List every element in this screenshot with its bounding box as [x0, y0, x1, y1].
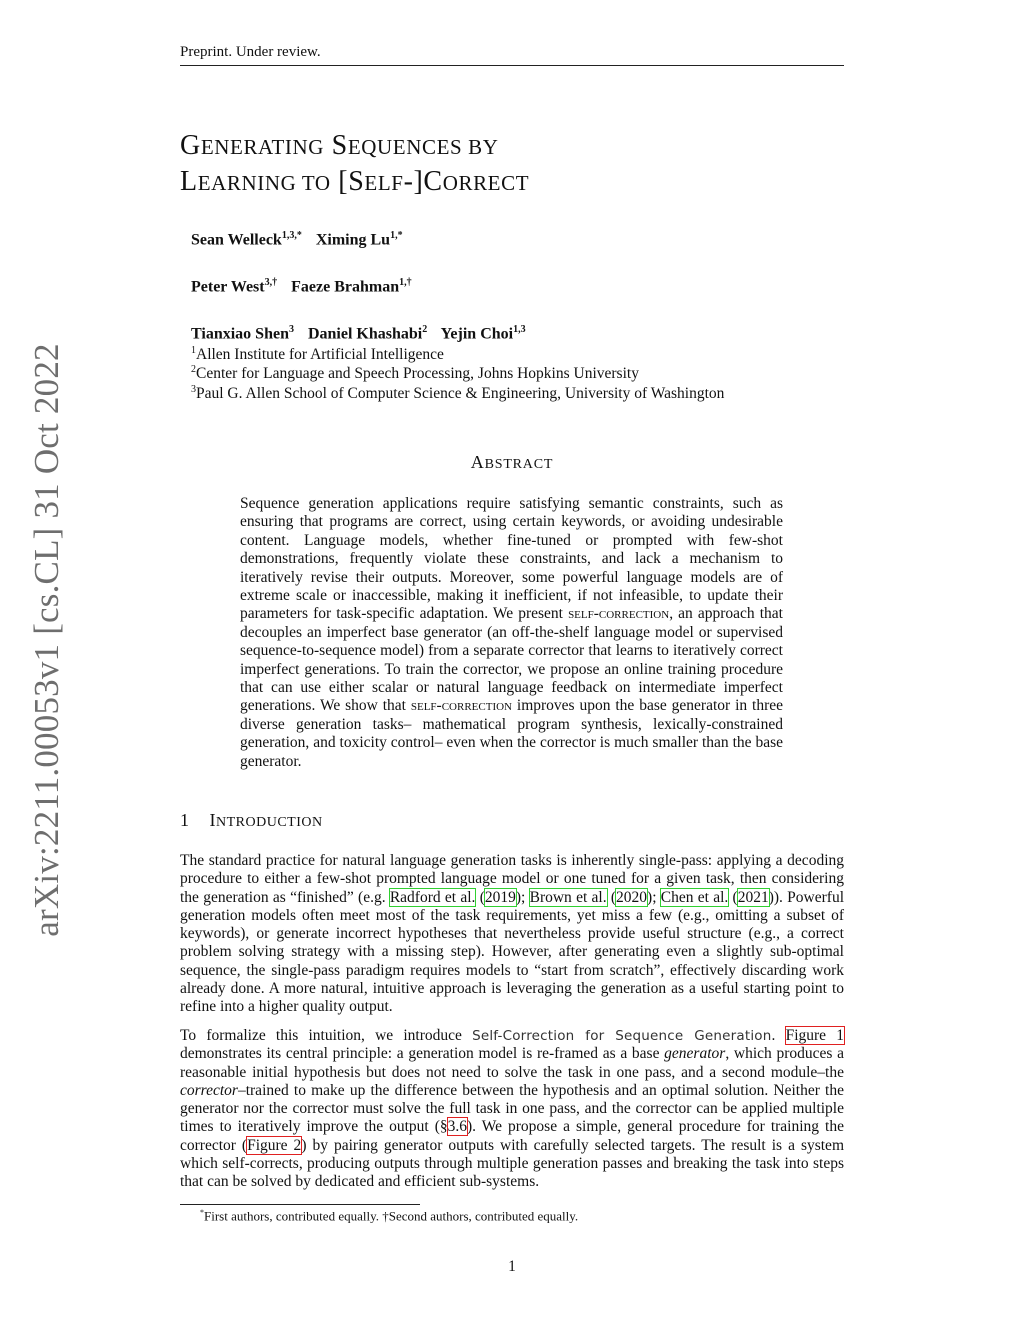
citation-link[interactable]: Radford et al. [389, 888, 476, 906]
figure-1-link[interactable]: Figure 1 [785, 1027, 845, 1044]
author-row-1 [191, 230, 403, 249]
abstract-text: Sequence generation applications require satisfying semantic constraints, such as ensuring that programs are correct, using certain keywords, or avoiding undesirable content. Language models, whether fine-tuned or prompted with few-shot demonstrations, frequently violate these constraints, and lack a mechanism to iteratively revise their outputs. Moreover, some powerful language models are of extreme scale or inaccessible, making it inefficient, if not infeasible, to update their parameters for task-specific adaptation. We present self-correction, an approach that decouples an imperfect base generator (an off-the-shelf language model or supervised sequence-to-sequence model) from a separate corrector that learns to iteratively correct imperfect generations. To train the corrector, we propose an online training procedure that can use either scalar or natural language feedback on intermediate imperfect generations. We show that self-correction improves upon the base generator in three diverse generation tasks– mathematical program synthesis, lexically-constrained generation, and toxicity control– even when the corrector is much smaller than the base generator. [240, 495, 783, 770]
author-affil-mark: 1,† [399, 277, 412, 288]
footnote-rule [180, 1204, 420, 1205]
affiliation-3: $^3$Paul G. Allen School of Computer Science & Engineering, University of Washington [191, 384, 725, 403]
author-name: Peter West [191, 278, 265, 296]
citation-year-link[interactable]: 2020 [616, 888, 648, 906]
intro-paragraph-1: The standard practice for natural language generation tasks is inherently single-pass: applying a decoding procedure to either a few-shot prompted language model or one tuned for a given task, then considering the generation as “finished” (e.g. Radford et al. (2019); Brown et al. (2020); Chen et al. (2021)). Powerful generation models often meet most of the task requirements, yet miss a few (e.g., omitting a subset of keywords), or generate incorrect hypotheses that nevertheless provide useful structure (e.g., a correct problem solving strategy with a missing step). However, after generating even a slightly sub-optimal sequence, the single-pass paradigm requires models to “start from scratch”, effectively discarding work already done. A more natural, intuitive approach is leveraging the generation as a useful starting point to refine into a higher quality output. [180, 852, 845, 1016]
intro-paragraph-2: To formalize this intuition, we introduce Self-Correction for Sequence Generation. Figure 1 demonstrates its central principle: a generation model is re-framed as a base generator, which produces a reasonable initial hypothesis but does not need to solve the task in one pass, and a second module–the corrector–trained to make up the difference between the hypothesis and an optimal solution. Neither the generator nor the corrector must solve the full task in one pass, and the corrector can be applied multiple times to iteratively improve the output (§3.6). We propose a simple, general procedure for training the corrector (Figure 2) by pairing generator outputs with carefully selected targets. The result is a system which self-corrects, producing outputs through multiple generation passes and breaking the task into steps that can be solved by dedicated and efficient sub-systems. [180, 1027, 845, 1191]
author-name: Yejin Choi [440, 325, 514, 343]
author-name: Daniel Khashabi [307, 325, 423, 343]
running-header: Preprint. Under review. [180, 44, 321, 60]
author-affil-mark: 1,3 [513, 324, 526, 335]
author-affil-mark: 3 [288, 324, 294, 335]
author-affil-mark: 1,3,* [281, 230, 302, 241]
method-name: self-correction [568, 605, 670, 623]
page-number: 1 [508, 1258, 516, 1275]
section-link[interactable]: 3.6 [447, 1118, 467, 1136]
method-name: self-correction [410, 697, 512, 715]
paper-title-line-1: GENERATING SEQUENCES BY [180, 130, 499, 161]
author-row-3 [191, 324, 526, 343]
affiliation-1: $^1$Allen Institute for Artificial Intelligence [191, 345, 444, 364]
author-row-2 [191, 277, 412, 296]
header-rule [180, 65, 844, 66]
author-affil-mark: 1,* [390, 230, 403, 241]
citation-year-link[interactable]: 2019 [484, 888, 516, 906]
citation-link[interactable]: Chen et al. [660, 888, 729, 906]
abstract-heading: ABSTRACT [470, 452, 554, 472]
affiliation-2: $^2$Center for Language and Speech Processing, Johns Hopkins University [191, 364, 639, 383]
method-name: Self-Correction for Sequence Generation [472, 1028, 772, 1044]
author-name: Sean Welleck [191, 231, 282, 249]
figure-2-link[interactable]: Figure 2 [247, 1136, 302, 1154]
citation-link[interactable]: Brown et al. [529, 888, 607, 906]
footnote: *First authors, contributed equally. †Second authors, contributed equally. [200, 1208, 579, 1224]
author-affil-mark: 2 [422, 324, 428, 335]
author-name: Faeze Brahman [291, 278, 400, 296]
author-name: Tianxiao Shen [191, 325, 289, 343]
citation-year-link[interactable]: 2021 [737, 888, 769, 906]
paper-title-line-2: LEARNING TO [SELF-]CORRECT [180, 166, 530, 197]
arxiv-stamp-text: arXiv:2211.00053v1 [cs.CL] 31 Oct 2022 [27, 343, 66, 937]
section-heading-introduction: 1 INTRODUCTION [180, 810, 323, 830]
author-affil-mark: 3,† [264, 277, 278, 288]
author-name: Ximing Lu [315, 231, 391, 249]
